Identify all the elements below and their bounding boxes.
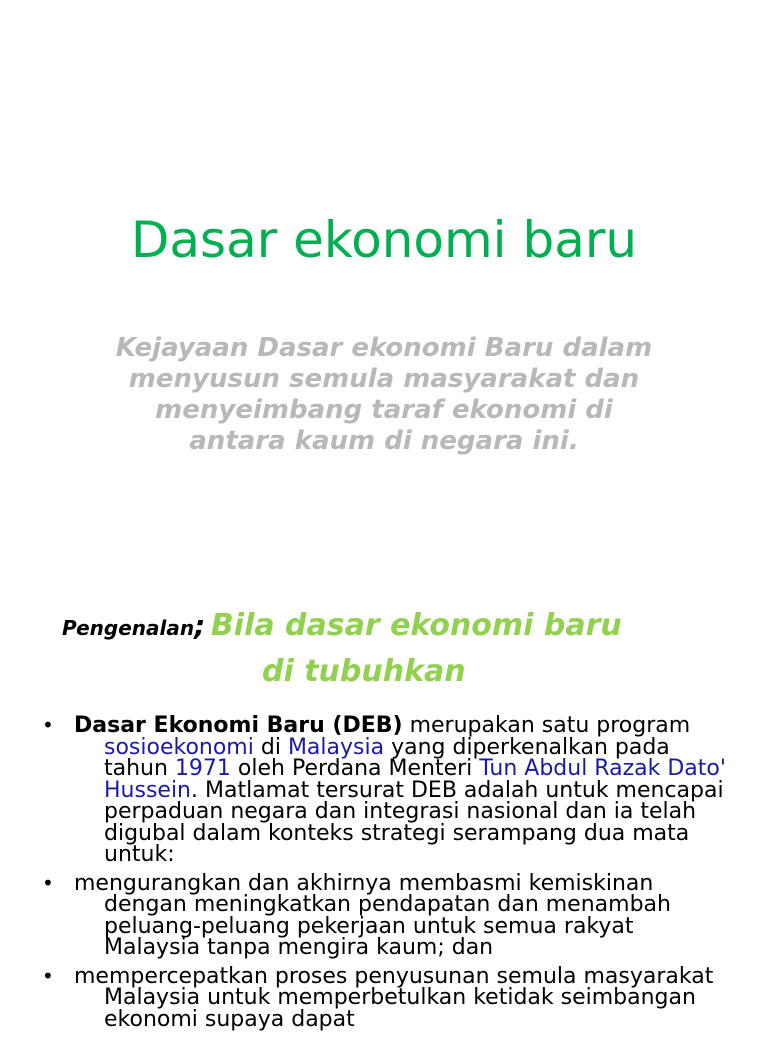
bullet-icon: • [42, 713, 54, 737]
slide-subtitle: Kejayaan Dasar ekonomi Baru dalam menyusun semula masyarakat dan menyeimbang taraf ekonomi di antara kaum di negara ini. [115, 333, 653, 456]
bullet-text: . Matlamat tersurat DEB adalah untuk mencapai perpaduan negara dan integrasi nasional dan ia telah digubal dalam konteks strategi serampang dua mata untuk: [104, 777, 724, 867]
intro-heading-line2: di tubuhkan [262, 654, 466, 689]
bullet-icon: • [42, 870, 54, 895]
bullet-icon: • [42, 963, 54, 988]
list-item [42, 963, 732, 1032]
link-tun-abdul-razak[interactable]: Tun Abdul Razak Dato' Hussein [104, 756, 726, 803]
intro-heading-line1: Bila dasar ekonomi baru [210, 608, 622, 643]
intro-label: Pengenalan [62, 616, 195, 640]
intro-bullet-list [42, 715, 732, 1037]
bullet-text: oleh Perdana Menteri [230, 756, 480, 781]
deb-term: Dasar Ekonomi Baru (DEB) [74, 713, 403, 738]
bullet-text: yang diperkenalkan pada tahun [104, 734, 670, 781]
link-malaysia[interactable]: Malaysia [287, 734, 385, 760]
link-sosioekonomi[interactable]: sosioekonomi [104, 734, 254, 760]
bullet-text: mempercepatkan proses penyusunan semula masyarakat Malaysia untuk memperbetulkan ketidak seimbangan ekonomi supaya dapat [74, 963, 714, 1032]
link-1971[interactable]: 1971 [174, 756, 231, 781]
slide-title-heading: Dasar ekonomi baru [130, 211, 638, 269]
bullet-text: merupakan satu program [402, 713, 691, 738]
slide-introduction [0, 600, 768, 1032]
bullet-text: di [253, 734, 288, 760]
intro-semicolon: ; [194, 609, 206, 642]
list-item [42, 715, 732, 866]
list-item [42, 870, 732, 960]
bullet-text: mengurangkan dan akhirnya membasmi kemiskinan dengan meningkatkan pendapatan dan menambah peluang-peluang pekerjaan untuk semua rakyat Malaysia tanpa mengira kaum; dan [74, 870, 671, 960]
